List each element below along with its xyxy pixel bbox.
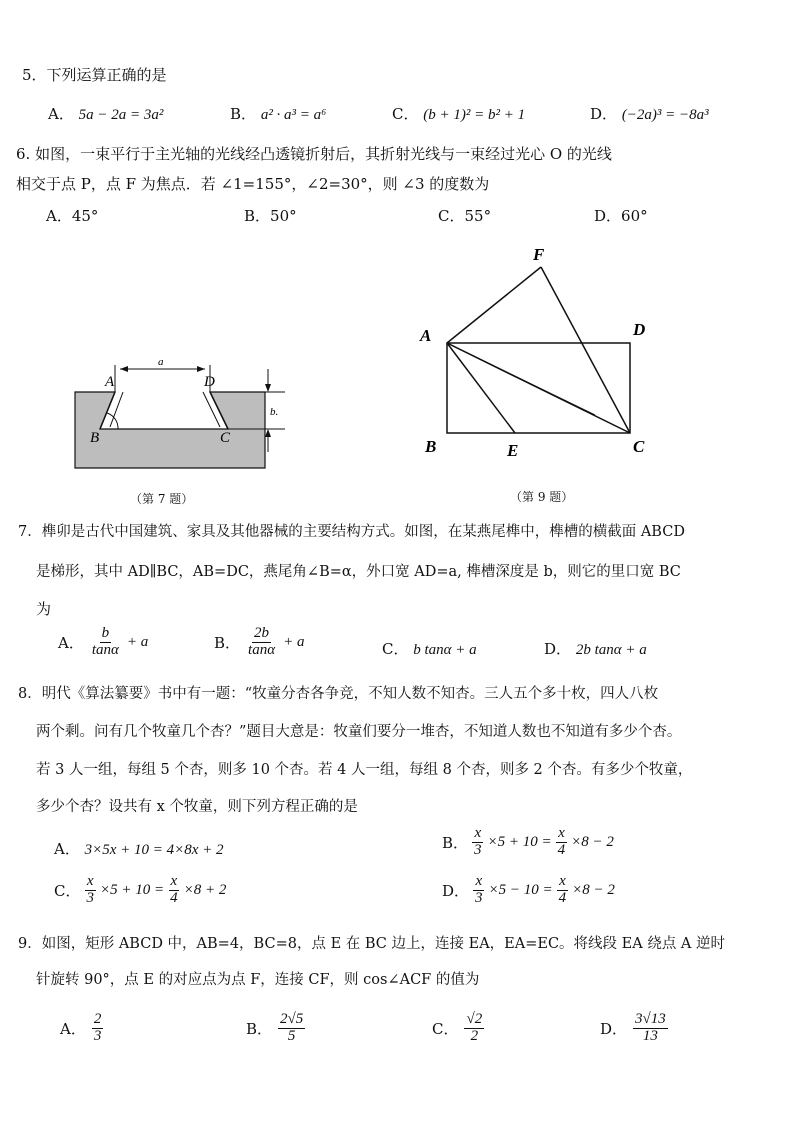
option-label: A． bbox=[60, 1019, 86, 1038]
option-tail: ×8 + 2 bbox=[183, 881, 227, 898]
fraction bbox=[464, 1012, 484, 1045]
option-tail: ×8 − 2 bbox=[572, 881, 615, 898]
figure-9 bbox=[415, 240, 665, 465]
option-label: A． bbox=[54, 840, 80, 858]
fig7-label-a-width: a bbox=[158, 356, 164, 368]
option-label: B． bbox=[230, 105, 257, 123]
option-label: C． bbox=[392, 105, 419, 123]
q7-line-3: 为 bbox=[36, 600, 52, 618]
denominator: 3 bbox=[475, 889, 483, 906]
numerator: x bbox=[170, 873, 178, 889]
q8-line-4: 多少个杏？设共有 x 个牧童，则下列方程正确的是 bbox=[36, 799, 358, 815]
option-label: B． bbox=[442, 833, 469, 852]
option-tail: + a bbox=[283, 633, 305, 650]
fraction bbox=[90, 626, 121, 659]
option-expr: (−2a)³ = −8a³ bbox=[621, 107, 709, 123]
fig7-label-b-point: B bbox=[90, 430, 100, 446]
option-mid: ×5 − 10 = bbox=[488, 881, 553, 898]
denominator: 13 bbox=[642, 1027, 658, 1044]
denominator: 4 bbox=[558, 889, 567, 906]
numerator: x bbox=[86, 873, 94, 889]
fraction bbox=[557, 874, 569, 907]
denominator: 3 bbox=[474, 841, 482, 858]
denominator: 3 bbox=[93, 1027, 102, 1044]
option-label: D． bbox=[594, 207, 622, 225]
option-label: A． bbox=[48, 105, 74, 123]
q8-option-b bbox=[442, 826, 614, 859]
q6-option-c bbox=[438, 205, 491, 226]
numerator: 2√5 bbox=[280, 1011, 304, 1027]
q8-line-2: 两个剩。问有几个牧童几个杏？”题目大意是：牧童们要分一堆杏，不知道人数也不知道有多少个杏。 bbox=[36, 724, 682, 740]
q7-line-2: 是梯形，其中 AD∥BC，AB=DC，燕尾角∠B=α，外口宽 AD=a, 榫槽深度是 b，则它的里口宽 BC bbox=[36, 564, 681, 580]
q6-line-2: 相交于点 P，点 F 为焦点．若 ∠1=155°，∠2=30°，则 ∠3 的度数为 bbox=[16, 175, 490, 193]
fig9-segment-fc bbox=[541, 267, 630, 433]
fraction bbox=[92, 1012, 104, 1045]
fig7-label-b-depth: b. bbox=[270, 406, 279, 418]
q6-option-d bbox=[594, 205, 648, 226]
numerator: √2 bbox=[466, 1011, 483, 1027]
numerator: x bbox=[475, 873, 483, 889]
denominator: 2 bbox=[470, 1027, 479, 1044]
denominator: 4 bbox=[170, 889, 178, 906]
option-expr: 3×5x + 10 = 4×8x + 2 bbox=[84, 842, 224, 858]
option-label: D． bbox=[544, 640, 572, 658]
q8-line-3: 若 3 人一组，每组 5 个杏，则多 10 个杏。若 4 人一组，每组 8 个杏，则多 2 个杏。有多少个牧童， bbox=[36, 762, 693, 778]
fig7-label-d-point: D bbox=[204, 374, 215, 390]
numerator: 2b bbox=[254, 625, 270, 641]
q7-option-b bbox=[214, 626, 304, 659]
option-text: 60° bbox=[621, 207, 648, 225]
q5-stem: 5．下列运算正确的是 bbox=[22, 66, 167, 84]
option-label: C． bbox=[432, 1019, 459, 1038]
q9-line-1: 9．如图，矩形 ABCD 中，AB=4，BC=8，点 E 在 BC 边上，连接 EA，EA=EC。将线段 EA 绕点 A 逆时 bbox=[18, 936, 726, 952]
option-expr: 2b tanα + a bbox=[575, 642, 647, 658]
option-label: C． bbox=[438, 207, 465, 225]
fig7-body bbox=[75, 392, 265, 468]
q5-option-b bbox=[230, 103, 326, 124]
q7-line-1: 7．榫卯是古代中国建筑、家具及其他器械的主要结构方式。如图，在某燕尾榫中，榫槽的横截面 ABCD bbox=[18, 524, 685, 540]
option-text: 50° bbox=[270, 207, 297, 225]
option-expr: a² · a³ = a⁶ bbox=[260, 107, 327, 123]
denominator: 3 bbox=[86, 889, 94, 906]
numerator: x bbox=[559, 873, 566, 889]
fig7-label-a-point: A bbox=[105, 374, 115, 390]
option-label: B． bbox=[246, 1019, 273, 1038]
denominator: tanα bbox=[248, 641, 276, 658]
numerator: x bbox=[558, 825, 565, 841]
fig9-segment-ae bbox=[447, 343, 515, 433]
fig9-extra-line bbox=[447, 343, 595, 415]
fraction bbox=[168, 874, 180, 907]
fig7-label-c-point: C bbox=[220, 430, 231, 446]
fraction bbox=[473, 874, 485, 907]
fraction bbox=[633, 1012, 668, 1045]
q6-line-1: 6. 如图，一束平行于主光轴的光线经凸透镜折射后，其折射光线与一束经过光心 O 的光线 bbox=[16, 145, 612, 163]
figure-7 bbox=[60, 355, 300, 475]
fig9-label-e: E bbox=[507, 441, 519, 460]
fig9-label-d: D bbox=[633, 320, 646, 339]
fig9-label-a: A bbox=[420, 326, 432, 345]
q7-option-a bbox=[58, 626, 148, 659]
fig9-segment-af bbox=[447, 267, 541, 343]
option-text: 55° bbox=[464, 207, 492, 225]
option-label: A． bbox=[58, 633, 84, 652]
fraction bbox=[278, 1012, 305, 1045]
option-label: C． bbox=[54, 881, 81, 900]
q9-option-d bbox=[600, 1012, 668, 1045]
q9-option-a bbox=[60, 1012, 103, 1045]
option-text: 45° bbox=[71, 207, 99, 225]
option-label: D． bbox=[600, 1019, 628, 1038]
fig9-label-f: F bbox=[533, 245, 545, 264]
q9-line-2: 针旋转 90°，点 E 的对应点为点 F，连接 CF，则 cos∠ACF 的值为 bbox=[36, 972, 480, 988]
q8-line-1: 8．明代《算法纂要》书中有一题：“牧童分杏各争竞，不知人数不知杏。三人五个多十枚，四人八枚 bbox=[18, 686, 659, 702]
q5-option-c bbox=[392, 103, 525, 124]
fig9-label-b: B bbox=[425, 437, 437, 456]
fig9-caption: （第 9 题） bbox=[510, 490, 574, 504]
numerator: 2 bbox=[93, 1011, 102, 1027]
fraction bbox=[84, 874, 96, 907]
q9-option-c bbox=[432, 1012, 484, 1045]
q9-option-b bbox=[246, 1012, 305, 1045]
fraction bbox=[472, 826, 484, 859]
fraction bbox=[556, 826, 568, 859]
option-tail: + a bbox=[126, 633, 149, 650]
option-expr: (b + 1)² = b² + 1 bbox=[423, 107, 526, 123]
q5-option-d bbox=[590, 103, 709, 124]
q7-option-d bbox=[544, 638, 647, 659]
denominator: 4 bbox=[557, 841, 566, 858]
fraction bbox=[246, 626, 277, 659]
denominator: tanα bbox=[91, 641, 119, 658]
numerator: b bbox=[101, 625, 110, 641]
fig7-caption: （第 7 题） bbox=[130, 492, 194, 506]
q5-option-a bbox=[48, 103, 163, 124]
option-label: B． bbox=[244, 207, 271, 225]
q7-option-c bbox=[382, 638, 477, 659]
q6-option-b bbox=[244, 205, 297, 226]
option-mid: ×5 + 10 = bbox=[99, 881, 165, 898]
option-label: A． bbox=[46, 207, 72, 225]
fig9-label-c: C bbox=[633, 437, 645, 456]
option-label: C． bbox=[382, 640, 409, 658]
q6-option-a bbox=[46, 205, 98, 226]
option-tail: ×8 − 2 bbox=[571, 833, 614, 850]
denominator: 5 bbox=[287, 1027, 296, 1044]
option-expr: 5a − 2a = 3a² bbox=[78, 107, 164, 123]
q8-option-d bbox=[442, 874, 615, 907]
option-mid: ×5 + 10 = bbox=[487, 833, 552, 850]
option-label: D． bbox=[442, 881, 470, 900]
numerator: x bbox=[474, 825, 482, 841]
option-label: B． bbox=[214, 633, 241, 652]
option-label: D． bbox=[590, 105, 618, 123]
option-expr: b tanα + a bbox=[413, 642, 477, 658]
q8-option-a bbox=[54, 838, 224, 859]
numerator: 3√13 bbox=[635, 1011, 666, 1027]
q8-option-c bbox=[54, 874, 226, 907]
